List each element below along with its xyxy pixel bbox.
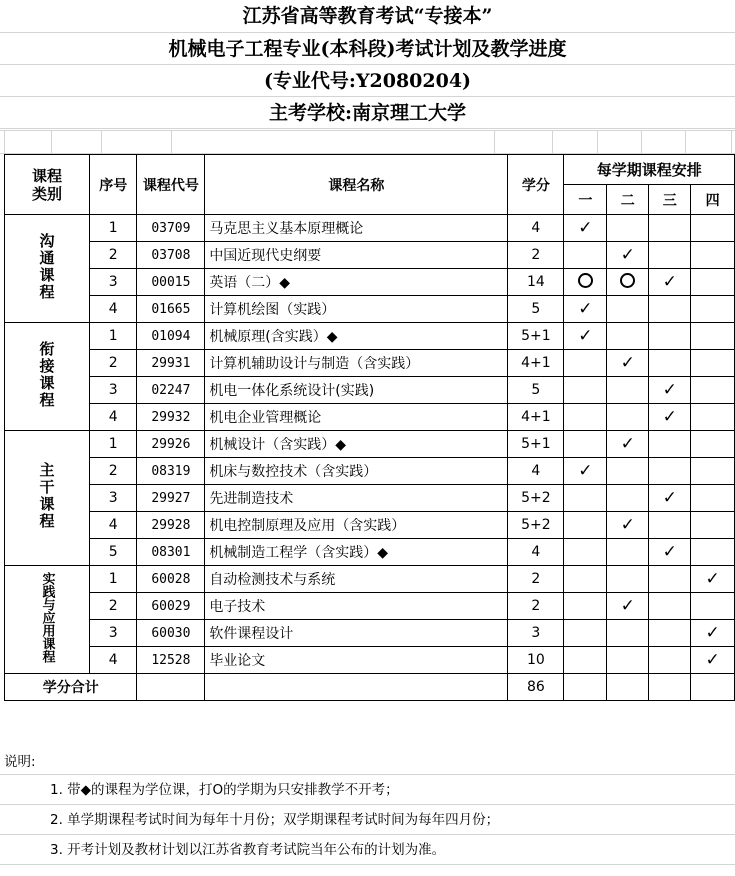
semester-2-cell [607,431,649,458]
semester-2-cell [607,458,649,485]
empty-cell [649,674,691,701]
table-row [5,269,735,296]
semester-1-cell [564,512,607,539]
note-item-3: 3. 开考计划及教材计划以江苏省教育考试院当年公布的计划为准。 [0,835,735,865]
table-row [5,350,735,377]
course-name-cell: 英语（二）◆ [205,269,508,296]
code-cell: 29931 [137,350,205,377]
seq-cell: 1 [90,215,137,242]
category-label: 衔接课程 [37,340,56,409]
code-cell: 01665 [137,296,205,323]
table-row [5,458,735,485]
title-line-1: 江苏省高等教育考试“专接本” [0,0,735,33]
header-seq: 序号 [90,155,137,215]
semester-4-cell [691,647,735,674]
semester-1-cell [564,566,607,593]
table-row [5,485,735,512]
semester-2-cell [607,539,649,566]
check-mark-icon: ✓ [662,407,677,427]
semester-3-cell [649,242,691,269]
header-row [5,155,735,185]
empty-cell [205,674,508,701]
code-cell: 29927 [137,485,205,512]
semester-3-cell [649,485,691,512]
semester-4-cell [691,512,735,539]
check-mark-icon: ✓ [662,272,677,292]
course-name-cell: 软件课程设计 [205,620,508,647]
semester-2-cell [607,350,649,377]
check-mark-icon: ✓ [578,461,593,481]
check-mark-icon: ✓ [662,380,677,400]
table-row [5,512,735,539]
course-name-cell: 机械设计（含实践）◆ [205,431,508,458]
semester-3-cell [649,269,691,296]
check-mark-icon: ✓ [578,218,593,238]
semester-4-cell [691,404,735,431]
semester-1-cell [564,350,607,377]
table-row [5,431,735,458]
check-mark-icon: ✓ [620,596,635,616]
header-semester-1: 一 [564,185,607,215]
code-cell: 29932 [137,404,205,431]
semester-1-cell [564,296,607,323]
course-name-cell: 机械制造工程学（含实践）◆ [205,539,508,566]
semester-1-cell [564,242,607,269]
semester-1-cell [564,404,607,431]
semester-2-cell [607,566,649,593]
table-row [5,215,735,242]
seq-cell: 4 [90,404,137,431]
category-cell [5,431,90,566]
code-cell: 60029 [137,593,205,620]
credits-cell: 2 [508,242,564,269]
semester-2-cell [607,647,649,674]
credits-cell: 14 [508,269,564,296]
semester-4-cell [691,377,735,404]
semester-2-cell [607,296,649,323]
course-name-cell: 机电企业管理概论 [205,404,508,431]
semester-3-cell [649,566,691,593]
credits-cell: 4+1 [508,350,564,377]
semester-2-cell [607,269,649,296]
code-cell: 08301 [137,539,205,566]
title-line-4: 主考学校:南京理工大学 [0,97,735,129]
course-name-cell: 电子技术 [205,593,508,620]
seq-cell: 3 [90,377,137,404]
course-name-cell: 自动检测技术与系统 [205,566,508,593]
semester-1-cell [564,593,607,620]
semester-1-cell [564,539,607,566]
header-semester-2: 二 [607,185,649,215]
header-category: 课程类别 [5,155,90,215]
title-line-2: 机械电子工程专业(本科段)考试计划及教学进度 [0,33,735,65]
credits-cell: 4 [508,458,564,485]
semester-3-cell [649,647,691,674]
semester-2-cell [607,485,649,512]
semester-1-cell [564,323,607,350]
credits-cell: 4+1 [508,404,564,431]
semester-3-cell [649,296,691,323]
check-mark-icon: ✓ [578,326,593,346]
semester-1-cell [564,431,607,458]
semester-2-cell [607,620,649,647]
course-name-cell: 机床与数控技术（含实践） [205,458,508,485]
table-row [5,323,735,350]
credits-cell: 2 [508,593,564,620]
category-label: 实践与应用课程 [39,572,55,663]
notes-section [0,750,735,865]
category-cell [5,566,90,674]
credits-cell: 3 [508,620,564,647]
total-row [5,674,735,701]
seq-cell: 2 [90,242,137,269]
note-item-2: 2. 单学期课程考试时间为每年十月份；双学期课程考试时间为每年四月份； [0,805,735,835]
course-plan-table [4,154,735,701]
table-row [5,404,735,431]
check-mark-icon: ✓ [620,434,635,454]
notes-title: 说明: [0,750,735,775]
semester-1-cell [564,647,607,674]
credits-cell: 4 [508,215,564,242]
table-row [5,377,735,404]
semester-3-cell [649,377,691,404]
semester-4-cell [691,269,735,296]
code-cell: 03708 [137,242,205,269]
semester-2-cell [607,377,649,404]
title-line-3: (专业代号:Y2080204) [0,65,735,97]
semester-2-cell [607,215,649,242]
semester-3-cell [649,458,691,485]
code-cell: 02247 [137,377,205,404]
semester-1-cell [564,620,607,647]
course-name-cell: 计算机绘图（实践） [205,296,508,323]
circle-mark-icon [620,273,635,288]
category-label: 沟通课程 [37,232,56,301]
total-label: 学分合计 [5,674,137,701]
seq-cell: 4 [90,296,137,323]
semester-4-cell [691,485,735,512]
semester-2-cell [607,593,649,620]
category-label: 主干课程 [37,462,56,530]
note-item-1: 1. 带◆的课程为学位课，打O的学期为只安排教学不开考； [0,775,735,805]
total-credits: 86 [508,674,564,701]
semester-2-cell [607,404,649,431]
circle-mark-icon [578,273,593,288]
table-row [5,620,735,647]
course-name-cell: 机械原理(含实践）◆ [205,323,508,350]
seq-cell: 4 [90,647,137,674]
credits-cell: 5 [508,296,564,323]
check-mark-icon: ✓ [705,650,720,670]
check-mark-icon: ✓ [662,542,677,562]
seq-cell: 4 [90,512,137,539]
semester-1-cell [564,458,607,485]
table-row [5,593,735,620]
category-cell [5,323,90,431]
seq-cell: 1 [90,323,137,350]
table-row [5,539,735,566]
course-name-cell: 先进制造技术 [205,485,508,512]
credits-cell: 5+2 [508,512,564,539]
semester-4-cell [691,323,735,350]
credits-cell: 10 [508,647,564,674]
semester-1-cell [564,377,607,404]
course-name-cell: 计算机辅助设计与制造（含实践） [205,350,508,377]
seq-cell: 3 [90,269,137,296]
empty-grid-row [0,130,735,154]
semester-4-cell [691,593,735,620]
course-name-cell: 中国近现代史纲要 [205,242,508,269]
table-row [5,242,735,269]
seq-cell: 5 [90,539,137,566]
semester-3-cell [649,215,691,242]
empty-cell [137,674,205,701]
seq-cell: 3 [90,620,137,647]
code-cell: 03709 [137,215,205,242]
semester-2-cell [607,242,649,269]
header-name: 课程名称 [205,155,508,215]
header-semester-4: 四 [691,185,735,215]
semester-4-cell [691,350,735,377]
empty-cell [691,674,735,701]
title-block [0,0,735,129]
course-name-cell: 机电一体化系统设计(实践) [205,377,508,404]
semester-3-cell [649,512,691,539]
course-name-cell: 机电控制原理及应用（含实践） [205,512,508,539]
code-cell: 00015 [137,269,205,296]
seq-cell: 1 [90,431,137,458]
header-credits: 学分 [508,155,564,215]
credits-cell: 4 [508,539,564,566]
course-name-cell: 马克思主义基本原理概论 [205,215,508,242]
code-cell: 60028 [137,566,205,593]
check-mark-icon: ✓ [620,245,635,265]
empty-cell [607,674,649,701]
header-code: 课程代号 [137,155,205,215]
semester-2-cell [607,512,649,539]
seq-cell: 3 [90,485,137,512]
semester-4-cell [691,566,735,593]
check-mark-icon: ✓ [705,569,720,589]
empty-cell [564,674,607,701]
semester-1-cell [564,485,607,512]
seq-cell: 1 [90,566,137,593]
table-row [5,647,735,674]
check-mark-icon: ✓ [662,488,677,508]
check-mark-icon: ✓ [620,515,635,535]
semester-3-cell [649,350,691,377]
table-row [5,566,735,593]
semester-3-cell [649,404,691,431]
code-cell: 12528 [137,647,205,674]
code-cell: 08319 [137,458,205,485]
code-cell: 29926 [137,431,205,458]
semester-4-cell [691,242,735,269]
credits-cell: 5 [508,377,564,404]
check-mark-icon: ✓ [620,353,635,373]
semester-1-cell [564,269,607,296]
seq-cell: 2 [90,350,137,377]
semester-3-cell [649,539,691,566]
semester-4-cell [691,296,735,323]
code-cell: 29928 [137,512,205,539]
seq-cell: 2 [90,593,137,620]
check-mark-icon: ✓ [578,299,593,319]
semester-3-cell [649,593,691,620]
header-semester-3: 三 [649,185,691,215]
seq-cell: 2 [90,458,137,485]
table-body [5,155,735,701]
check-mark-icon: ✓ [705,623,720,643]
table-row [5,296,735,323]
credits-cell: 5+2 [508,485,564,512]
semester-1-cell [564,215,607,242]
semester-4-cell [691,458,735,485]
header-semester-group: 每学期课程安排 [564,155,735,185]
semester-3-cell [649,431,691,458]
credits-cell: 2 [508,566,564,593]
semester-4-cell [691,215,735,242]
semester-4-cell [691,539,735,566]
category-cell [5,215,90,323]
semester-2-cell [607,323,649,350]
code-cell: 60030 [137,620,205,647]
semester-3-cell [649,323,691,350]
credits-cell: 5+1 [508,431,564,458]
semester-4-cell [691,620,735,647]
credits-cell: 5+1 [508,323,564,350]
semester-3-cell [649,620,691,647]
semester-4-cell [691,431,735,458]
code-cell: 01094 [137,323,205,350]
course-name-cell: 毕业论文 [205,647,508,674]
